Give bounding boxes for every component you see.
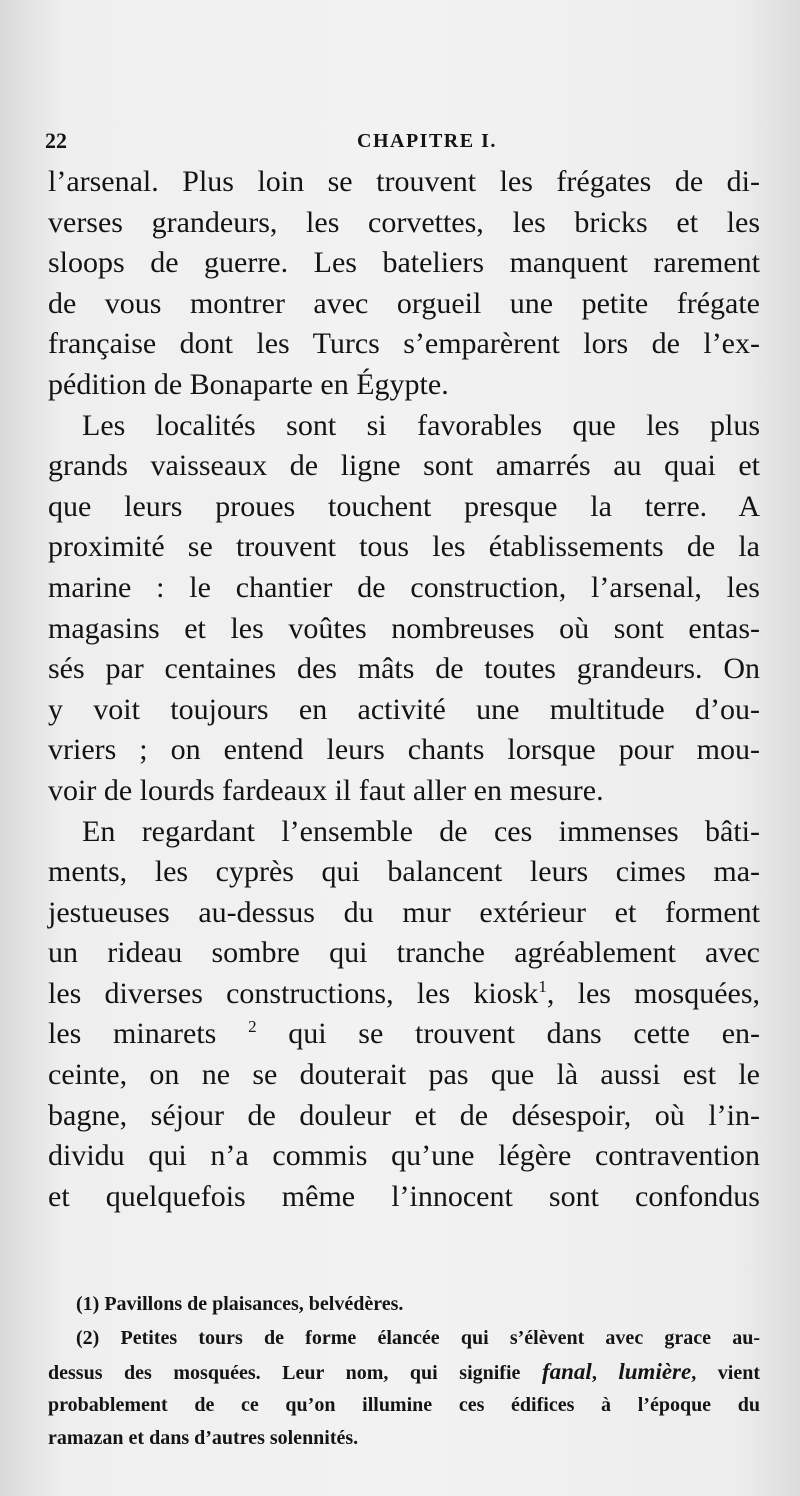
text-segment: les diverses constructions, les kiosk — [48, 976, 539, 1010]
text-line — [48, 1014, 760, 1055]
text-segment: , vient — [691, 1362, 760, 1384]
text-line: grands vaisseaux de ligne sont amarrés au quai et — [48, 449, 760, 483]
text-line: voir de lourds fardeaux il faut aller en mesure. — [48, 773, 604, 807]
text-line: En regardant l’ensemble de ces immenses bâti- — [82, 814, 760, 848]
text-line: que leurs proues touchent presque la terre. A — [48, 489, 760, 523]
text-segment: , les mosquées, — [546, 976, 760, 1010]
text-line: l’arsenal. Plus loin se trouvent les frégates de di- — [48, 165, 760, 198]
text-line — [48, 974, 760, 1015]
text-line: verses grandeurs, les corvettes, les bricks et les — [48, 205, 760, 239]
text-line: et quelquefois même l’innocent sont confondus — [48, 1179, 760, 1213]
text-line: Les localités sont si favorables que les plus — [82, 408, 760, 442]
footnote-2: (2) Petites tours de forme élancée qui s’élèvent avec grace au- — [76, 1326, 760, 1349]
footnote-ref-1[interactable]: 1 — [538, 976, 547, 996]
footnote-line: ramazan et dans d’autres solennités. — [48, 1427, 359, 1449]
text-line: magasins et les voûtes nombreuses où sont entas- — [48, 611, 760, 645]
text-segment: dessus des mosquées. Leur nom, qui signifie — [48, 1362, 542, 1384]
text-line: dividu qui n’a commis qu’une légère contravention — [48, 1139, 760, 1173]
footnote-line: probablement de ce qu’on illumine ces édifices à l’époque du — [48, 1393, 760, 1416]
text-line: ceinte, on ne se douterait pas que là aussi est le — [48, 1058, 760, 1092]
text-segment: les minarets — [48, 1017, 217, 1051]
text-segment: , — [591, 1362, 619, 1384]
text-line: ments, les cyprès qui balancent leurs cimes ma- — [48, 855, 760, 889]
running-head: CHAPITRE I. — [357, 130, 497, 152]
text-line: vriers ; on entend leurs chants lorsque pour mou- — [48, 733, 760, 767]
footnotes — [48, 1288, 760, 1456]
page-header — [45, 128, 765, 164]
text-line: de vous montrer avec orgueil une petite frégate — [48, 286, 760, 320]
italic-term: lumière — [618, 1359, 692, 1384]
text-line: sés par centaines des mâts de toutes grandeurs. On — [48, 652, 760, 686]
text-line: pédition de Bonaparte en Égypte. — [48, 367, 449, 401]
text-line: proximité se trouvent tous les établissements de la — [48, 530, 760, 564]
footnote-line — [48, 1355, 760, 1389]
text-line: jestueuses au-dessus du mur extérieur et forment — [48, 895, 760, 929]
text-line: un rideau sombre qui tranche agréablement avec — [48, 936, 760, 970]
italic-term: fanal — [541, 1359, 592, 1384]
text-line: marine : le chantier de construction, l’arsenal, les — [48, 570, 760, 604]
text-line: y voit toujours en activité une multitude d’ou- — [48, 692, 760, 726]
page-number: 22 — [45, 128, 67, 153]
text-line: bagne, séjour de douleur et de désespoir, où l’in- — [48, 1098, 760, 1132]
text-line: sloops de guerre. Les bateliers manquent rarement — [48, 246, 760, 280]
body-text — [48, 162, 760, 1217]
text-segment: qui se trouvent dans cette en- — [256, 1017, 761, 1051]
footnote-ref-2[interactable]: 2 — [248, 1017, 257, 1037]
text-line: française dont les Turcs s’emparèrent lors de l’ex- — [48, 327, 760, 361]
footnote-1: (1) Pavillons de plaisances, belvédères. — [76, 1293, 404, 1315]
